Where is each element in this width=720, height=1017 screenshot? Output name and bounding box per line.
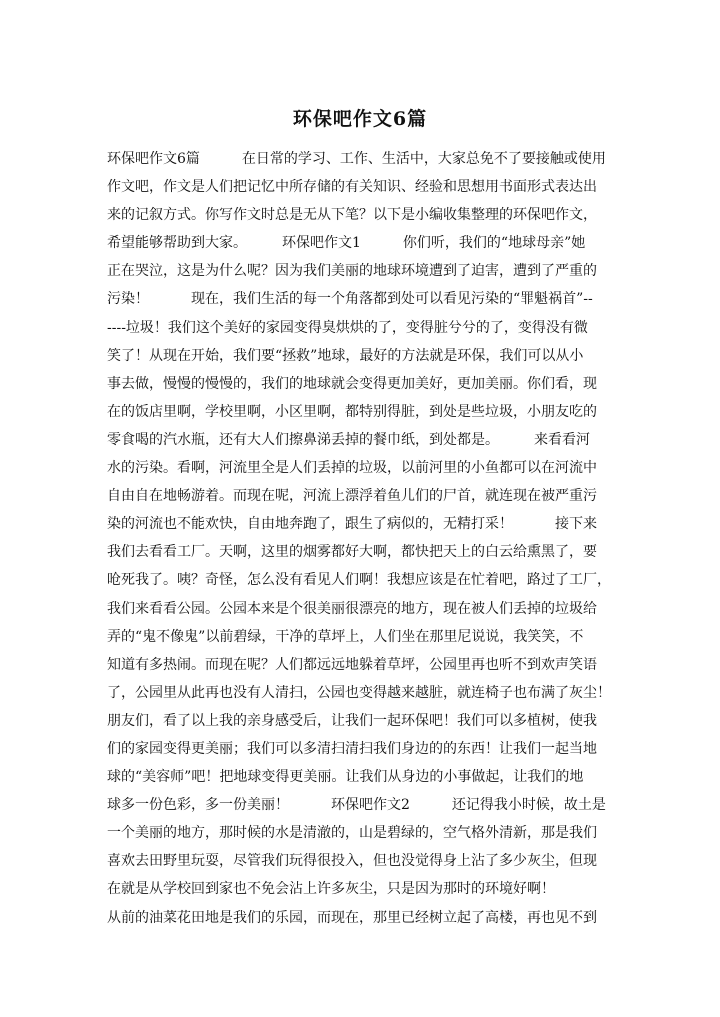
body-line: 们的家园变得更美丽；我们可以多清扫清扫我们身边的的东西！让我们一起当地 — [107, 740, 597, 757]
body-line: 呛死我了。咦？奇怪，怎么没有看见人们啊！我想应该是在忙着吧，路过了工厂， — [107, 572, 611, 589]
body-line: 我们去看看工厂。天啊，这里的烟雾都好大啊，都快把天上的白云给熏黑了，要 — [107, 544, 597, 561]
body-line: 从前的油菜花田地是我们的乐园，而现在，那里已经树立起了高楼，再也见不到 — [107, 909, 597, 926]
body-line: 在就是从学校回到家也不免会沾上许多灰尘，只是因为那时的环境好啊！ — [107, 881, 555, 898]
body-line: 污染！ 现在，我们生活的每一个角落都到处可以看见污染的“罪魁祸首”-- — [107, 291, 593, 308]
body-line: 球的“美容师”吧！把地球变得更美丽。让我们从身边的小事做起，让我们的地 — [107, 769, 584, 786]
body-line: 知道有多热闹。而现在呢？人们都远远地躲着草坪，公园里再也听不到欢声笑语 — [107, 656, 597, 673]
body-line: 染的河流也不能欢快，自由地奔跑了，跟生了病似的，无精打采！ 接下来 — [107, 516, 597, 533]
body-line: 环保吧作文6篇 在日常的学习、工作、生活中，大家总免不了要接触或使用 — [107, 151, 606, 167]
body-line: 作文吧，作文是人们把记忆中所存储的有关知识、经验和思想用书面形式表达出 — [107, 179, 597, 196]
body-line: 弄的“鬼不像鬼”以前碧绿，干净的草坪上，人们坐在那里尼说说，我笑笑，不 — [107, 628, 584, 645]
body-line: 正在哭泣，这是为什么呢？因为我们美丽的地球环境遭到了迫害，遭到了严重的 — [107, 263, 597, 280]
body-line: 我们来看看公园。公园本来是个很美丽很漂亮的地方，现在被人们丢掉的垃圾给 — [107, 600, 597, 617]
body-line: 事去做，慢慢的慢慢的，我们的地球就会变得更加美好，更加美丽。你们看，现 — [107, 375, 597, 392]
body-line: 喜欢去田野里玩耍，尽管我们玩得很投入，但也没觉得身上沾了多少灰尘，但现 — [107, 853, 597, 870]
body-line: 笑了！从现在开始，我们要“拯救”地球，最好的方法就是环保，我们可以从小 — [107, 347, 584, 364]
body-line: 自由自在地畅游着。而现在呢，河流上漂浮着鱼儿们的尸首，就连现在被严重污 — [107, 488, 597, 505]
document-body — [107, 145, 615, 932]
body-line: 水的污染。看啊，河流里全是人们丢掉的垃圾，以前河里的小鱼都可以在河流中 — [107, 460, 597, 477]
body-line: ----垃圾！我们这个美好的家园变得臭烘烘的了，变得脏兮兮的了，变得没有微 — [107, 319, 588, 336]
body-line: 一个美丽的地方，那时候的水是清澈的，山是碧绿的，空气格外清新，那是我们 — [107, 825, 597, 842]
body-line: 朋友们，看了以上我的亲身感受后，让我们一起环保吧！我们可以多植树，使我 — [107, 712, 597, 729]
body-line: 球多一份色彩，多一份美丽！ 环保吧作文2 还记得我小时候，故土是 — [107, 797, 606, 814]
body-line: 来的记叙方式。你写作文时总是无从下笔？以下是小编收集整理的环保吧作文， — [107, 207, 597, 224]
body-line: 在的饭店里啊，学校里啊，小区里啊，都特别得脏，到处是些垃圾，小朋友吃的 — [107, 403, 597, 420]
body-line: 零食喝的汽水瓶，还有大人们擦鼻涕丢掉的餐巾纸，到处都是。 来看看河 — [107, 431, 590, 448]
body-line: 希望能够帮助到大家。 环保吧作文1 你们听，我们的“地球母亲”她 — [107, 235, 586, 252]
document-title: 环保吧作文6篇 — [292, 108, 428, 130]
body-line: 了，公园里从此再也没有人清扫，公园也变得越来越脏，就连椅子也布满了灰尘！ — [107, 684, 611, 701]
